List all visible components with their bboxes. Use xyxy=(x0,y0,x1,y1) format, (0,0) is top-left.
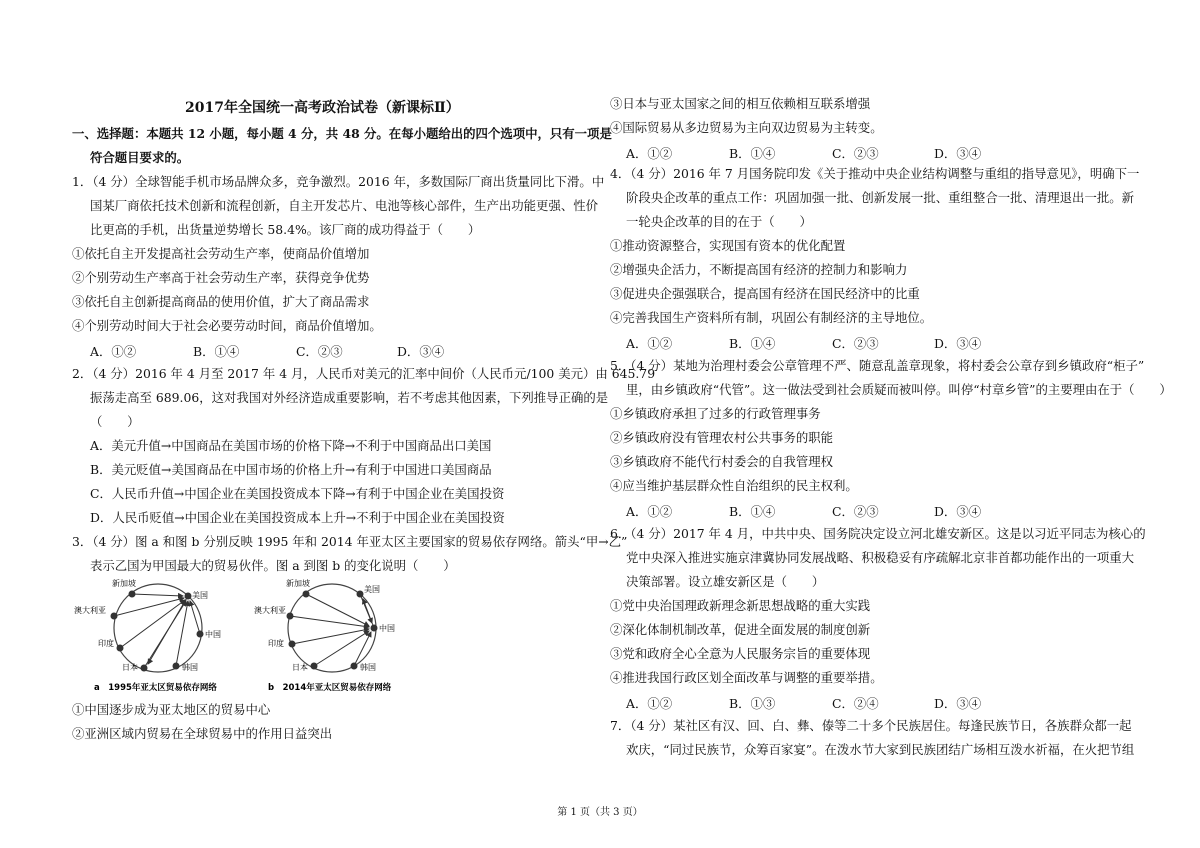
q1-item: ②个别劳动生产率高于社会劳动生产率，获得竞争优势 xyxy=(72,270,370,285)
q4-option-a[interactable]: A．①② xyxy=(626,336,673,351)
q4-item: ④完善我国生产资料所有制，巩固公有制经济的主导地位。 xyxy=(610,310,933,325)
q4-option-d[interactable]: D．③④ xyxy=(934,336,982,351)
node-label: 美国 xyxy=(364,585,380,594)
q1-stem: 比更高的手机，出货量逆势增长 58.4%。该厂商的成功得益于（ ） xyxy=(90,222,481,237)
node-label: 澳大利亚 xyxy=(74,606,106,615)
node-label: 中国 xyxy=(205,630,221,639)
figure-caption: a 1995年亚太区贸易依存网络 xyxy=(94,683,217,693)
q5-item: ③乡镇政府不能代行村委会的自我管理权 xyxy=(610,454,834,469)
node-label: 新加坡 xyxy=(286,579,310,588)
node-label: 新加坡 xyxy=(112,579,136,588)
q6-option-d[interactable]: D．③④ xyxy=(934,696,982,711)
q4-option-b[interactable]: B．①④ xyxy=(729,336,776,351)
q1-item: ④个别劳动时间大于社会必要劳动时间，商品价值增加。 xyxy=(72,318,382,333)
q6-item: ①党中央治国理政新理念新思想战略的重大实践 xyxy=(610,598,871,613)
q4-option-c[interactable]: C．②③ xyxy=(832,336,879,351)
node-label: 日本 xyxy=(292,663,308,672)
q2-stem: 振荡走高至 689.06，这对我国对外经济造成重要影响，若不考虑其他因素，下列推导正确的是 xyxy=(90,390,609,405)
q3-option-c[interactable]: C．②③ xyxy=(832,146,879,161)
q1-option-c[interactable]: C．②③ xyxy=(296,344,343,359)
q2-stem: （ ） xyxy=(90,414,140,429)
q4-item: ①推动资源整合，实现国有资本的优化配置 xyxy=(610,238,846,253)
q3-item: ②亚洲区域内贸易在全球贸易中的作用日益突出 xyxy=(72,726,333,741)
q5-item: ②乡镇政府没有管理农村公共事务的职能 xyxy=(610,430,834,445)
edge-australia-usa xyxy=(114,598,184,616)
q5-stem: 里，由乡镇政府“代管”。这一做法受到社会质疑而被叫停。叫停“村章乡管”的主要理由在于（ ） xyxy=(626,382,1172,397)
q2-option-c[interactable]: C．人民币升值→中国企业在美国投资成本下降→有利于中国企业在美国投资 xyxy=(90,486,505,501)
q1-option-a[interactable]: A．①② xyxy=(90,344,137,359)
q3-stem: 3．（4 分）图 a 和图 b 分别反映 1995 年和 2014 年亚太区主要国家的贸易依存网络。箭头“甲→乙” xyxy=(72,534,628,549)
q3-option-d[interactable]: D．③④ xyxy=(934,146,982,161)
q5-option-c[interactable]: C．②③ xyxy=(832,504,879,519)
node-label: 韩国 xyxy=(182,663,198,672)
edge-india-usa xyxy=(120,600,185,648)
edge-india-china xyxy=(292,629,369,644)
q6-stem: 党中央深入推进实施京津冀协同发展战略、积极稳妥有序疏解北京非首都功能作出的一项重大 xyxy=(626,550,1135,565)
q4-item: ③促进央企强强联合，提高国有经济在国民经济中的比重 xyxy=(610,286,920,301)
node-label: 印度 xyxy=(98,639,114,648)
q3-item: ④国际贸易从多边贸易为主向双边贸易为主转变。 xyxy=(610,120,883,135)
q3-option-a[interactable]: A．①② xyxy=(626,146,673,161)
q1-item: ③依托自主创新提高商品的使用价值，扩大了商品需求 xyxy=(72,294,370,309)
page-title: 2017年全国统一高考政治试卷（新课标Ⅱ） xyxy=(185,100,460,116)
q5-option-d[interactable]: D．③④ xyxy=(934,504,982,519)
edge-china-usa xyxy=(190,601,200,634)
q5-item: ④应当维护基层群众性自治组织的民主权利。 xyxy=(610,478,858,493)
q6-option-c[interactable]: C．②④ xyxy=(832,696,879,711)
q3-item: ①中国逐步成为亚太地区的贸易中心 xyxy=(72,702,271,717)
node-label: 日本 xyxy=(122,663,138,672)
node-label: 韩国 xyxy=(360,663,376,672)
q5-option-b[interactable]: B．①④ xyxy=(729,504,776,519)
q1-stem: 1．（4 分）全球智能手机市场品牌众多，竞争激烈。2016 年，多数国际厂商出货量同比下滑。中 xyxy=(72,174,605,189)
trade-network-figure-a xyxy=(72,576,252,694)
network-ring xyxy=(288,584,376,672)
q6-stem: 6．（4 分）2017 年 4 月，中共中央、国务院决定设立河北雄安新区。这是以习近平同志为核心的 xyxy=(610,526,1146,541)
node-label: 澳大利亚 xyxy=(254,606,286,615)
section-heading-cont: 符合题目要求的。 xyxy=(90,150,190,165)
q7-stem: 7．（4 分）某社区有汉、回、白、彝、傣等二十多个民族居住。每逢民族节日，各族群众都一起 xyxy=(610,718,1132,733)
q1-stem: 国某厂商依托技术创新和流程创新，自主开发芯片、电池等核心部件，生产出功能更强、性价 xyxy=(90,198,599,213)
figure-caption: b 2014年亚太区贸易依存网络 xyxy=(268,683,392,693)
q1-option-b[interactable]: B．①④ xyxy=(193,344,240,359)
q5-item: ①乡镇政府承担了过多的行政管理事务 xyxy=(610,406,821,421)
q3-stem: 表示乙国为甲国最大的贸易伙伴。图 a 到图 b 的变化说明（ ） xyxy=(90,558,456,573)
q6-item: ②深化体制机制改革，促进全面发展的制度创新 xyxy=(610,622,871,637)
edge-korea-china xyxy=(354,632,371,666)
q5-stem: 5．（4 分）某地为治理村委会公章管理不严、随意乱盖章现象，将村委会公章存到乡镇政府“柜子” xyxy=(610,358,1145,373)
q5-option-a[interactable]: A．①② xyxy=(626,504,673,519)
q6-option-a[interactable]: A．①② xyxy=(626,696,673,711)
q6-option-b[interactable]: B．①③ xyxy=(729,696,776,711)
edge-singapore-usa xyxy=(132,594,183,596)
q4-stem: 4．（4 分）2016 年 7 月国务院印发《关于推动中央企业结构调整与重组的指导意见》，明确下一 xyxy=(610,166,1140,181)
q2-stem: 2．（4 分）2016 年 4 月至 2017 年 4 月，人民币对美元的汇率中间价（人民币元/100 美元）由 645.79 xyxy=(72,366,656,381)
q4-stem: 阶段央企改革的重点工作：巩固加强一批、创新发展一批、重组整合一批、清理退出一批。新 xyxy=(626,190,1135,205)
edge-korea-usa xyxy=(176,601,188,666)
q2-option-b[interactable]: B．美元贬值→美国商品在中国市场的价格上升→有利于中国进口美国商品 xyxy=(90,462,492,477)
q2-option-a[interactable]: A．美元升值→中国商品在美国市场的价格下降→不利于中国商品出口美国 xyxy=(90,438,492,453)
section-heading: 一、选择题：本题共 12 小题，每小题 4 分，共 48 分。在每小题给出的四个选项中，只有一项是 xyxy=(72,126,612,141)
q4-item: ②增强央企活力，不断提高国有经济的控制力和影响力 xyxy=(610,262,908,277)
q1-item: ①依托自主开发提高社会劳动生产率，使商品价值增加 xyxy=(72,246,370,261)
q1-option-d[interactable]: D．③④ xyxy=(397,344,445,359)
q6-item: ④推进我国行政区划全面改革与调整的重要举措。 xyxy=(610,670,883,685)
q3-option-b[interactable]: B．①④ xyxy=(729,146,776,161)
q4-stem: 一轮央企改革的目的在于（ ） xyxy=(626,214,812,229)
node-label: 印度 xyxy=(268,639,284,648)
q7-stem: 欢庆，“同过民族节，众筹百家宴”。在泼水节大家到民族团结广场相互泼水祈福，在火把节组 xyxy=(626,742,1135,757)
edge-australia-china xyxy=(290,616,369,627)
page-footer: 第 1 页（共 3 页） xyxy=(557,807,643,818)
q3-item: ③日本与亚太国家之间的相互依赖相互联系增强 xyxy=(610,96,871,111)
q6-item: ③党和政府全心全意为人民服务宗旨的重要体现 xyxy=(610,646,871,661)
edge-singapore-china xyxy=(306,594,369,626)
q6-stem: 决策部署。设立雄安新区是（ ） xyxy=(626,574,825,589)
node-label: 中国 xyxy=(379,624,395,633)
node-label: 美国 xyxy=(192,591,208,600)
trade-network-figure-b xyxy=(254,576,434,694)
q2-option-d[interactable]: D．人民币贬值→中国企业在美国投资成本上升→不利于中国企业在美国投资 xyxy=(90,510,505,525)
